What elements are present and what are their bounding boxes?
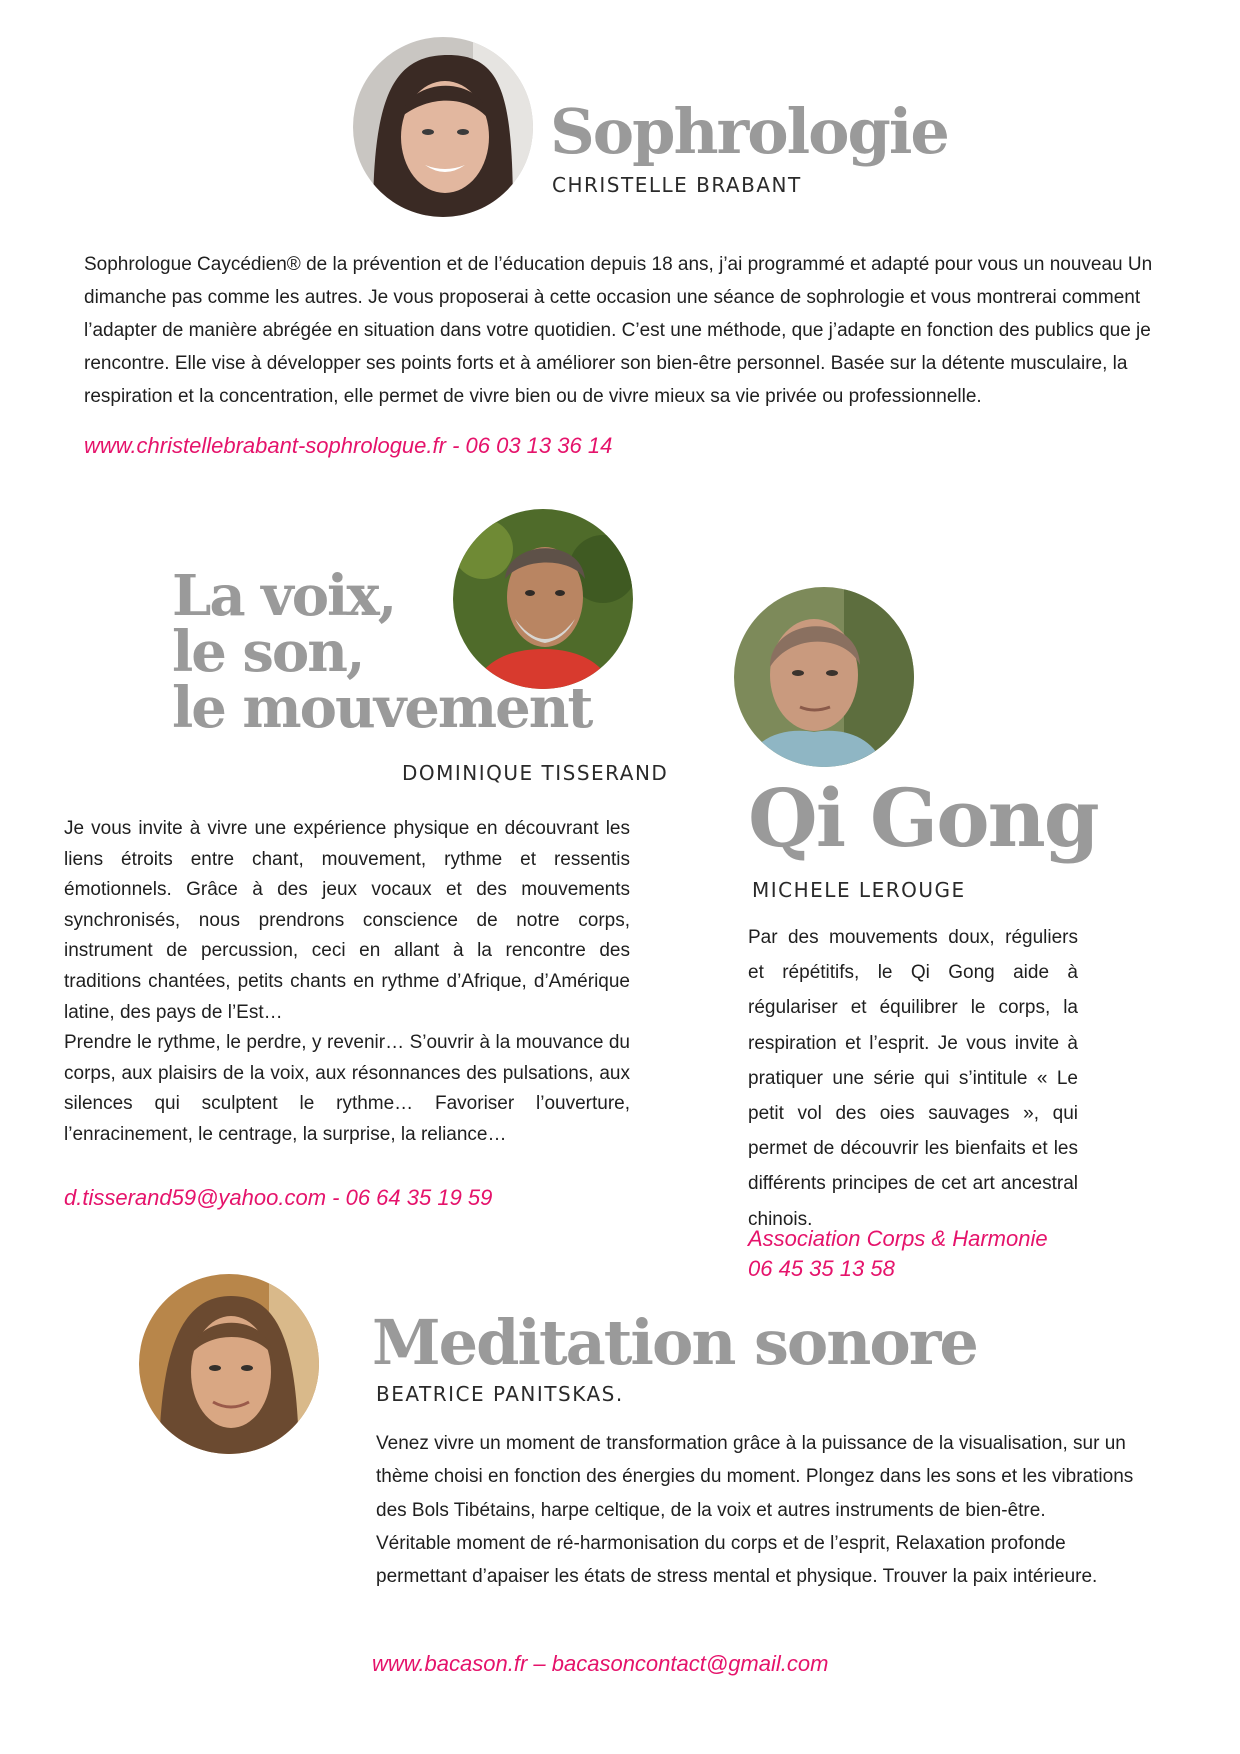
- voix-title-line-1: La voix,: [172, 563, 396, 629]
- voix-paragraph-2: Prendre le rythme, le perdre, y revenir… S’ouvrir à la mouvance du corps, aux plaisirs de la voix, aux résonnances des pulsations, aux silences qui sculptent le rythme… Favoriser l’ouverture, l’enracinement, le centrage, la surprise, la reliance…: [64, 1032, 630, 1145]
- qigong-contact-association[interactable]: Association Corps & Harmonie: [748, 1226, 1048, 1251]
- voix-title-line-3: le mouvement: [172, 675, 592, 741]
- voix-description: [64, 814, 630, 1151]
- photo-christelle-brabant: [353, 37, 533, 217]
- qigong-title: Qi Gong: [748, 771, 1098, 865]
- sophrologie-contact[interactable]: www.christellebrabant-sophrologue.fr - 06 03 13 36 14: [84, 433, 613, 458]
- meditation-paragraph-1: Venez vivre un moment de transformation grâce à la puissance de la visualisation, sur un thème choisi en fonction des énergies du moment. Plongez dans les sons et les vibrations des Bols Tibétains, harpe celtique, de la voix et autres instruments de bien-être.: [376, 1433, 1134, 1521]
- meditation-contact[interactable]: www.bacason.fr – bacasoncontact@gmail.com: [372, 1651, 829, 1676]
- voix-paragraph-1: Je vous invite à vivre une expérience physique en découvrant les liens étroits entre chant, mouvement, rythme et ressentis émotionnels. Grâce à des jeux vocaux et des mouvements synchronisés, nous prendrons conscience de notre corps, instrument de percussion, ceci en allant à la rencontre des traditions chantées, petits chants en rythme d’Afrique, d’Amérique latine, des pays de l’Est…: [64, 818, 630, 1023]
- voix-practitioner-name: DOMINIQUE TISSERAND: [402, 761, 669, 785]
- voix-contact[interactable]: d.tisserand59@yahoo.com - 06 64 35 19 59: [64, 1185, 493, 1210]
- qigong-practitioner-name: MICHELE LEROUGE: [752, 878, 966, 902]
- sophrologie-practitioner-name: CHRISTELLE BRABANT: [552, 173, 802, 197]
- meditation-description: [376, 1427, 1136, 1593]
- meditation-practitioner-name: BEATRICE PANITSKAS.: [376, 1382, 624, 1406]
- photo-michele-lerouge: [734, 587, 914, 767]
- qigong-contact-phone[interactable]: 06 45 35 13 58: [748, 1256, 895, 1281]
- meditation-paragraph-2: Véritable moment de ré-harmonisation du corps et de l’esprit, Relaxation profonde permettant d’apaiser les états de stress mental et physique. Trouver la paix intérieure.: [376, 1532, 1098, 1588]
- photo-beatrice-panitskas: [139, 1274, 319, 1454]
- sophrologie-title: Sophrologie: [550, 95, 948, 168]
- photo-dominique-tisserand: [453, 509, 633, 689]
- meditation-title: Meditation sonore: [372, 1306, 977, 1379]
- voix-title-line-2: le son,: [172, 619, 364, 685]
- sophrologie-description: Sophrologue Caycédien® de la prévention et de l’éducation depuis 18 ans, j’ai programmé et adapté pour vous un nouveau Un dimanche pas comme les autres. Je vous proposerai à cette occasion une séance de sophrologie et vous montrerai comment l’adapter de manière abrégée en situation dans votre quotidien. C’est une méthode, que j’adapte en fonction des publics que je rencontre. Elle vise à développer ses points forts et à améliorer son bien-être personnel. Basée sur la détente musculaire, la respiration et la concentration, elle permet de vivre bien ou de vivre mieux sa vie privée ou professionnelle.: [84, 254, 1153, 407]
- qigong-description: Par des mouvements doux, réguliers et répétitifs, le Qi Gong aide à régulariser et équilibrer le corps, la respiration et l’esprit. Je vous invite à pratiquer une série qui s’intitule « Le petit vol des oies sauvages », qui permet de découvrir les bienfaits et les différents principes de cet art ancestral chinois.: [748, 927, 1078, 1230]
